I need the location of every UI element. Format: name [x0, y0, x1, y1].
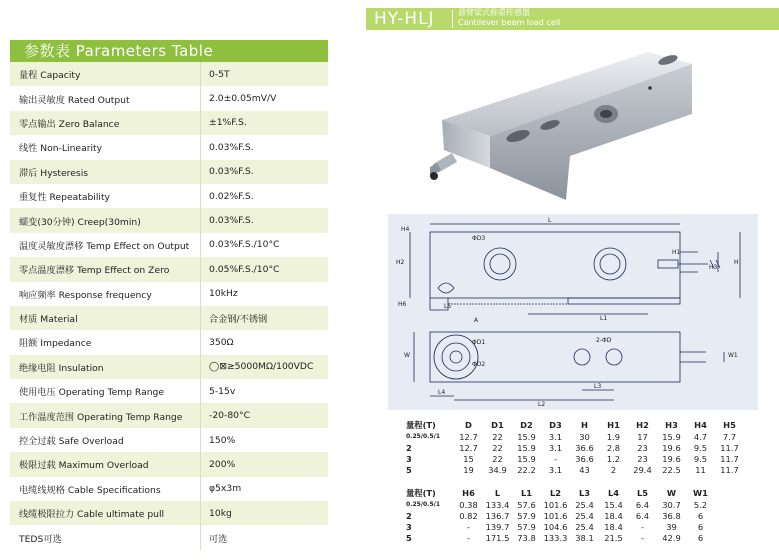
dims-cell: 6.4 — [635, 510, 650, 521]
dims-cell: 18.4 — [604, 510, 623, 521]
parameter-name: 响应频率 Response frequency — [19, 289, 152, 301]
dims-cell: 18.4 — [604, 521, 623, 532]
parameters-rows — [10, 62, 328, 550]
parameter-value: 可选 — [200, 525, 328, 549]
parameter-name: TEDS可选 — [19, 533, 62, 545]
parameter-value: φ5x3m — [200, 477, 328, 501]
dims-cell: 73.8 — [517, 532, 536, 543]
dims-header-cell: W — [666, 488, 677, 498]
parameter-value: 10kHz — [200, 282, 328, 306]
dims-cell: 104.6 — [543, 521, 568, 532]
dims-cell: 17 — [637, 431, 648, 442]
dims-header-cell: L3 — [578, 488, 591, 498]
dims-cell: 23 — [637, 453, 648, 464]
dims-cell: 6.4 — [635, 499, 650, 510]
dims-cell: 25.4 — [575, 510, 594, 521]
parameter-row — [10, 233, 328, 257]
dims-cell: 9.5 — [693, 442, 708, 453]
dims-header-row — [406, 419, 744, 431]
parameter-row — [10, 62, 328, 86]
dims-header-cell: L5 — [636, 488, 649, 498]
dims-cell: 3 — [406, 521, 412, 532]
drawing-label: L5 — [444, 303, 452, 310]
parameter-name: 量程 Capacity — [19, 70, 81, 82]
parameter-value: 350Ω — [200, 330, 328, 354]
dimensions-table-1 — [406, 419, 744, 475]
dims-header-row — [406, 487, 715, 499]
dims-cell: 133.4 — [485, 499, 510, 510]
parameter-value: 0-5T — [200, 62, 328, 86]
load-cell-photo — [430, 38, 730, 210]
dims-cell: 36.8 — [662, 510, 681, 521]
dims-cell: 11.7 — [720, 464, 739, 475]
dims-cell: 11 — [695, 464, 706, 475]
product-title-cn: 悬臂梁式称重传感器 — [458, 8, 530, 17]
dims-header-cell: D3 — [549, 420, 562, 430]
dims-header-cell: D1 — [491, 420, 504, 430]
dims-cell: 3.1 — [548, 431, 563, 442]
dims-row — [406, 464, 744, 475]
dims-header-cell: D2 — [520, 420, 533, 430]
dims-cell: 57.6 — [517, 499, 536, 510]
parameter-row — [10, 257, 328, 281]
dims-cell: 1.2 — [606, 453, 621, 464]
dims-cell: - — [641, 521, 644, 532]
parameter-row — [10, 525, 328, 549]
dims-row — [406, 442, 744, 453]
parameter-row — [10, 355, 328, 379]
dims-cell: 15.9 — [662, 431, 681, 442]
parameter-name: 零点温度漂移 Temp Effect on Zero — [19, 265, 170, 277]
dims-cell: 3.1 — [548, 464, 563, 475]
dims-cell: 101.6 — [543, 499, 568, 510]
dims-cell: 3 — [406, 453, 412, 464]
parameter-value: 0.03%F.S. — [200, 208, 328, 232]
dims-header-cell: H2 — [636, 420, 649, 430]
dims-cell: 57.9 — [517, 510, 536, 521]
dims-cell: 139.7 — [485, 521, 510, 532]
drawing-labels — [388, 214, 758, 410]
dims-cell: 12.7 — [459, 442, 478, 453]
dims-cell: - — [641, 532, 644, 543]
drawing-label: H4 — [401, 226, 410, 233]
parameter-row — [10, 452, 328, 476]
dimension-drawing — [388, 214, 758, 410]
dims-cell: 136.7 — [485, 510, 510, 521]
parameter-name: 蠕变(30分钟) Creep(30min) — [19, 216, 141, 228]
dims-header-cell: L2 — [549, 488, 562, 498]
product-title-en: Cantilever beam load cell — [458, 18, 561, 27]
parameter-row — [10, 86, 328, 110]
parameter-row — [10, 330, 328, 354]
product-model: HY-HLJ — [374, 9, 435, 29]
dims-cell: 23 — [637, 442, 648, 453]
dims-cell: 38.1 — [575, 532, 594, 543]
dims-cell: 30.7 — [662, 499, 681, 510]
parameter-value: 0.03%F.S. — [200, 160, 328, 184]
dims-row — [406, 453, 744, 464]
parameter-name: 线缆极限拉力 Cable ultimate pull — [19, 509, 165, 521]
parameter-value: 0.03%F.S. — [200, 135, 328, 159]
dims-cell: 0.25/0.5/1 — [406, 501, 440, 508]
dims-cell: 57.9 — [517, 521, 536, 532]
drawing-label: W — [404, 352, 410, 359]
dims-header-cell: H3 — [665, 420, 678, 430]
dims-header-cell: L — [494, 488, 501, 498]
parameters-table — [10, 40, 328, 550]
drawing-label: A — [474, 317, 479, 324]
dims-cell: 15.9 — [517, 442, 536, 453]
dims-header-cell: H — [581, 420, 588, 430]
dims-cell: 2.8 — [606, 442, 621, 453]
dims-row — [406, 532, 715, 543]
parameter-value: 10kg — [200, 501, 328, 525]
dims-cell: 21.5 — [604, 532, 623, 543]
dims-cell: 42.9 — [662, 532, 681, 543]
dims-cell: 4.7 — [693, 431, 708, 442]
drawing-label: H6 — [398, 301, 407, 308]
dims-cell: 22 — [492, 442, 503, 453]
dims-header-cell: D — [465, 420, 472, 430]
parameter-row — [10, 428, 328, 452]
parameter-name: 输出灵敏度 Rated Output — [19, 94, 130, 106]
dims-cell: 3.1 — [548, 442, 563, 453]
parameter-value: 合金钢/不锈钢 — [200, 306, 328, 330]
drawing-label: H2 — [396, 259, 405, 266]
dims-cell: 25.4 — [575, 521, 594, 532]
dims-cell: 0.38 — [459, 499, 478, 510]
dims-cell: 30 — [579, 431, 590, 442]
parameter-name: 电缆线规格 Cable Specifications — [19, 484, 161, 496]
parameter-row — [10, 306, 328, 330]
dims-cell: 2 — [406, 510, 412, 521]
dims-cell: 34.9 — [488, 464, 507, 475]
dims-cell: 11.7 — [720, 442, 739, 453]
parameter-name: 控全过载 Safe Overload — [19, 436, 124, 448]
parameter-name: 线性 Non-Linearity — [19, 143, 103, 155]
parameter-name: 绝缘电阻 Insulation — [19, 362, 104, 374]
dims-cell: 22 — [492, 431, 503, 442]
dims-header-cell: L4 — [607, 488, 620, 498]
dims-header-cell: H1 — [607, 420, 620, 430]
dims-cell: 19.6 — [662, 453, 681, 464]
parameter-row — [10, 477, 328, 501]
drawing-label: L3 — [594, 383, 602, 390]
header-divider — [452, 10, 453, 28]
dims-cell: 36.6 — [575, 442, 594, 453]
parameter-row — [10, 501, 328, 525]
dims-cell: 5 — [406, 464, 412, 475]
dims-cell: 5.2 — [693, 499, 708, 510]
drawing-label: L1 — [600, 315, 608, 322]
parameter-value: 150% — [200, 428, 328, 452]
dims-header-cell: H6 — [462, 488, 475, 498]
parameter-row — [10, 184, 328, 208]
dims-cell: 29.4 — [633, 464, 652, 475]
parameter-value: ◯⊠≥5000MΩ/100VDC — [200, 355, 328, 379]
parameter-value: ±1%F.S. — [200, 111, 328, 135]
dims-row — [406, 521, 715, 532]
parameter-name: 材质 Material — [19, 314, 78, 326]
dims-header-cell: L1 — [520, 488, 533, 498]
dims-cell: 2 — [610, 464, 617, 475]
drawing-label: L4 — [438, 389, 446, 396]
dims-cell: - — [467, 532, 470, 543]
dims-cell: 6 — [697, 510, 704, 521]
parameter-name: 使用电压 Operating Temp Range — [19, 387, 165, 399]
dims-cell: 5 — [406, 532, 412, 543]
dims-cell: 22.2 — [517, 464, 536, 475]
dims-row — [406, 510, 715, 521]
dims-cell: 101.6 — [543, 510, 568, 521]
parameter-value: 5-15v — [200, 379, 328, 403]
drawing-label: ΦD2 — [472, 361, 486, 368]
dims-cell: 39 — [666, 521, 677, 532]
dims-cell: 11.7 — [720, 453, 739, 464]
dims-cell: 12.7 — [459, 431, 478, 442]
parameter-name: 极限过载 Maximum Overload — [19, 460, 149, 472]
parameter-value: 0.05%F.S./10°C — [200, 257, 328, 281]
dims-cell: 1.9 — [606, 431, 621, 442]
drawing-label: L2 — [538, 401, 546, 408]
parameter-name: 零点输出 Zero Balance — [19, 118, 120, 130]
parameter-value: 200% — [200, 452, 328, 476]
parameter-row — [10, 111, 328, 135]
dims-cell: 15.4 — [604, 499, 623, 510]
dims-cell: 9.5 — [693, 453, 708, 464]
drawing-label: ΦD1 — [472, 339, 486, 346]
parameter-name: 温度灵敏度漂移 Temp Effect on Output — [19, 240, 190, 252]
dims-row — [406, 499, 715, 510]
drawing-label: ΦD3 — [472, 235, 486, 242]
drawing-label: H — [734, 259, 739, 266]
dims-cell: 36.6 — [575, 453, 594, 464]
dims-cell: 7.7 — [722, 431, 737, 442]
dims-header-cell: H4 — [694, 420, 707, 430]
dims-cell: 0.82 — [459, 510, 478, 521]
dims-cell: 19 — [463, 464, 474, 475]
drawing-label: L — [548, 217, 552, 224]
dims-cell: 133.3 — [543, 532, 568, 543]
dims-cell: 171.5 — [485, 532, 510, 543]
dims-cell: 22.5 — [662, 464, 681, 475]
dims-header-cell: 量程(T) — [406, 488, 436, 498]
parameter-row — [10, 282, 328, 306]
parameter-value: 2.0±0.05mV/V — [200, 86, 328, 110]
parameter-row — [10, 135, 328, 159]
dims-cell: - — [467, 521, 470, 532]
drawing-label: W1 — [728, 352, 738, 359]
parameter-row — [10, 208, 328, 232]
dims-cell: 19.6 — [662, 442, 681, 453]
dims-header-cell: 量程(T) — [406, 420, 436, 430]
drawing-label: H3 — [709, 264, 718, 271]
dims-cell: 22 — [492, 453, 503, 464]
drawing-label: H1 — [672, 249, 681, 256]
dims-cell: 15.9 — [517, 431, 536, 442]
parameter-row — [10, 160, 328, 184]
parameter-name: 重复性 Repeatability — [19, 192, 110, 204]
parameter-name: 阻额 Impedance — [19, 338, 92, 350]
dims-cell: 15.9 — [517, 453, 536, 464]
dims-header-cell: W1 — [693, 488, 708, 498]
dims-cell: 15 — [463, 453, 474, 464]
drawing-label: 2-ΦD — [596, 337, 612, 344]
dims-cell: 25.4 — [575, 499, 594, 510]
dims-cell: 6 — [697, 532, 704, 543]
dims-header-cell: H5 — [723, 420, 736, 430]
dims-cell: 2 — [406, 442, 412, 453]
dims-cell: - — [554, 453, 557, 464]
parameter-row — [10, 403, 328, 427]
parameter-value: -20-80°C — [200, 403, 328, 427]
parameter-name: 滞后 Hysteresis — [19, 167, 89, 179]
parameter-row — [10, 379, 328, 403]
dims-cell: 43 — [579, 464, 590, 475]
dims-cell: 6 — [697, 521, 704, 532]
parameter-name: 工作温度范围 Operating Temp Range — [19, 411, 183, 423]
dims-row — [406, 431, 744, 442]
dimensions-table-2 — [406, 487, 715, 543]
parameters-table-title: 参数表 Parameters Table — [10, 40, 328, 62]
parameter-value: 0.03%F.S./10°C — [200, 233, 328, 257]
parameter-value: 0.02%F.S. — [200, 184, 328, 208]
dims-cell: 0.25/0.5/1 — [406, 433, 440, 440]
